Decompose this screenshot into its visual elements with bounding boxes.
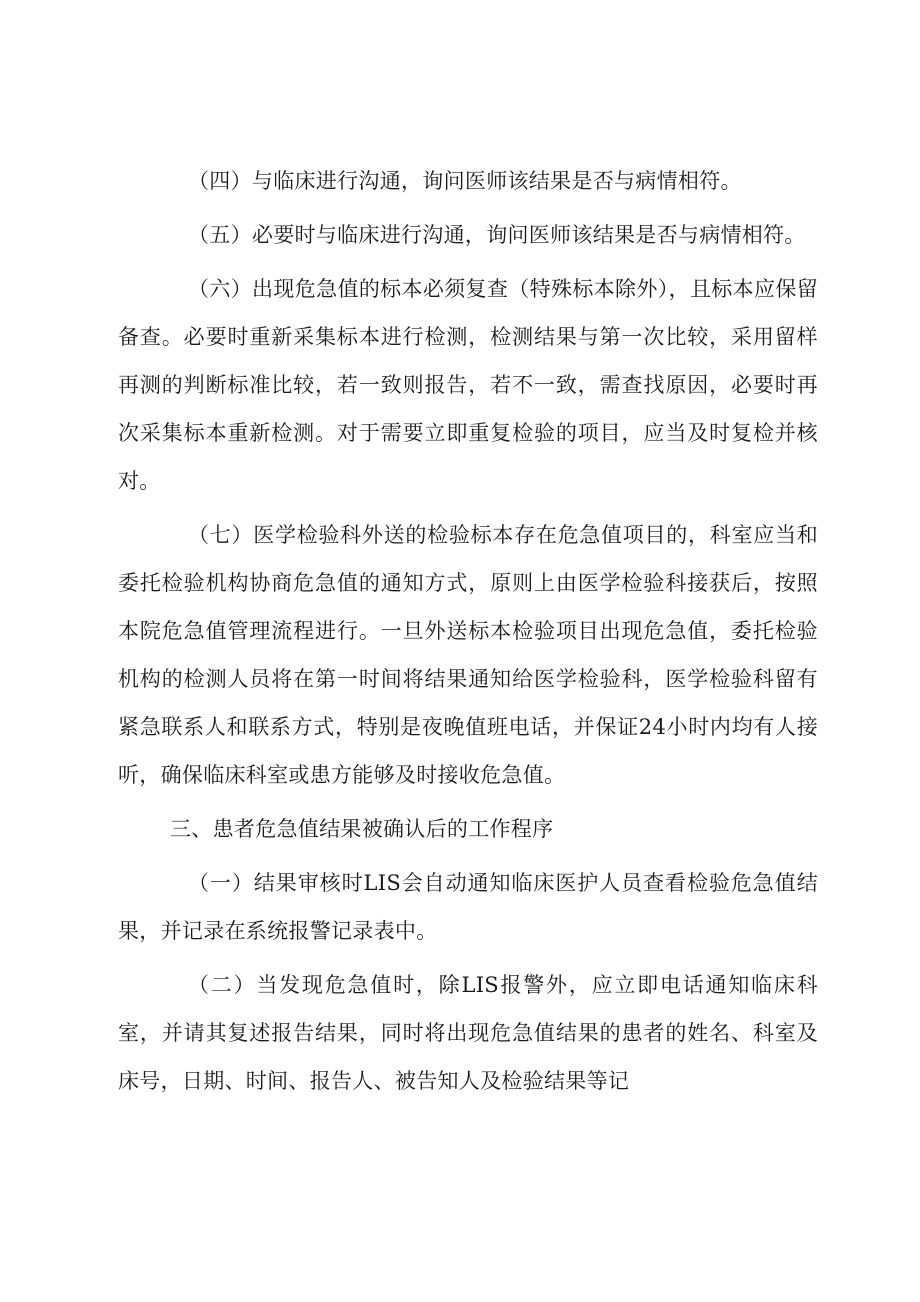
paragraph-item-1: （一）结果审核时LIS会自动通知临床医护人员查看检验危急值结果，并记录在系统报警记录表中。 — [118, 871, 818, 943]
document-body — [118, 157, 818, 1105]
paragraph-item-7: （七）医学检验科外送的检验标本存在危急值项目的，科室应当和委托检验机构协商危急值的通知方式，原则上由医学检验科接获后，按照本院危急值管理流程进行。一旦外送标本检验项目出现危急值，委托检验机构的检测人员将在第一时间将结果通知给医学检验科，医学检验科留有紧急联系人和联系方式，特别是夜晚值班电话，并保证24小时内均有人接听，确保临床科室或患方能够及时接收危急值。 — [118, 523, 818, 787]
paragraph-item-6: （六）出现危急值的标本必须复查（特殊标本除外），且标本应保留备查。必要时重新采集标本进行检测，检测结果与第一次比较，采用留样再测的判断标准比较，若一致则报告，若不一致，需查找原因，必要时再次采集标本重新检测。对于需要立即重复检验的项目，应当及时复检并核对。 — [118, 277, 818, 493]
paragraph-item-4: （四）与临床进行沟通，询问医师该结果是否与病情相符。 — [188, 169, 742, 193]
paragraph-item-2: （二）当发现危急值时，除LIS报警外，应立即电话通知临床科室，并请其复述报告结果，同时将出现危急值结果的患者的姓名、科室及床号，日期、时间、报告人、被告知人及检验结果等记 — [118, 973, 818, 1093]
paragraph-item-5: （五）必要时与临床进行沟通，询问医师该结果是否与病情相符。 — [188, 223, 806, 247]
section-heading-3: 三、患者危急值结果被确认后的工作程序 — [170, 817, 554, 841]
